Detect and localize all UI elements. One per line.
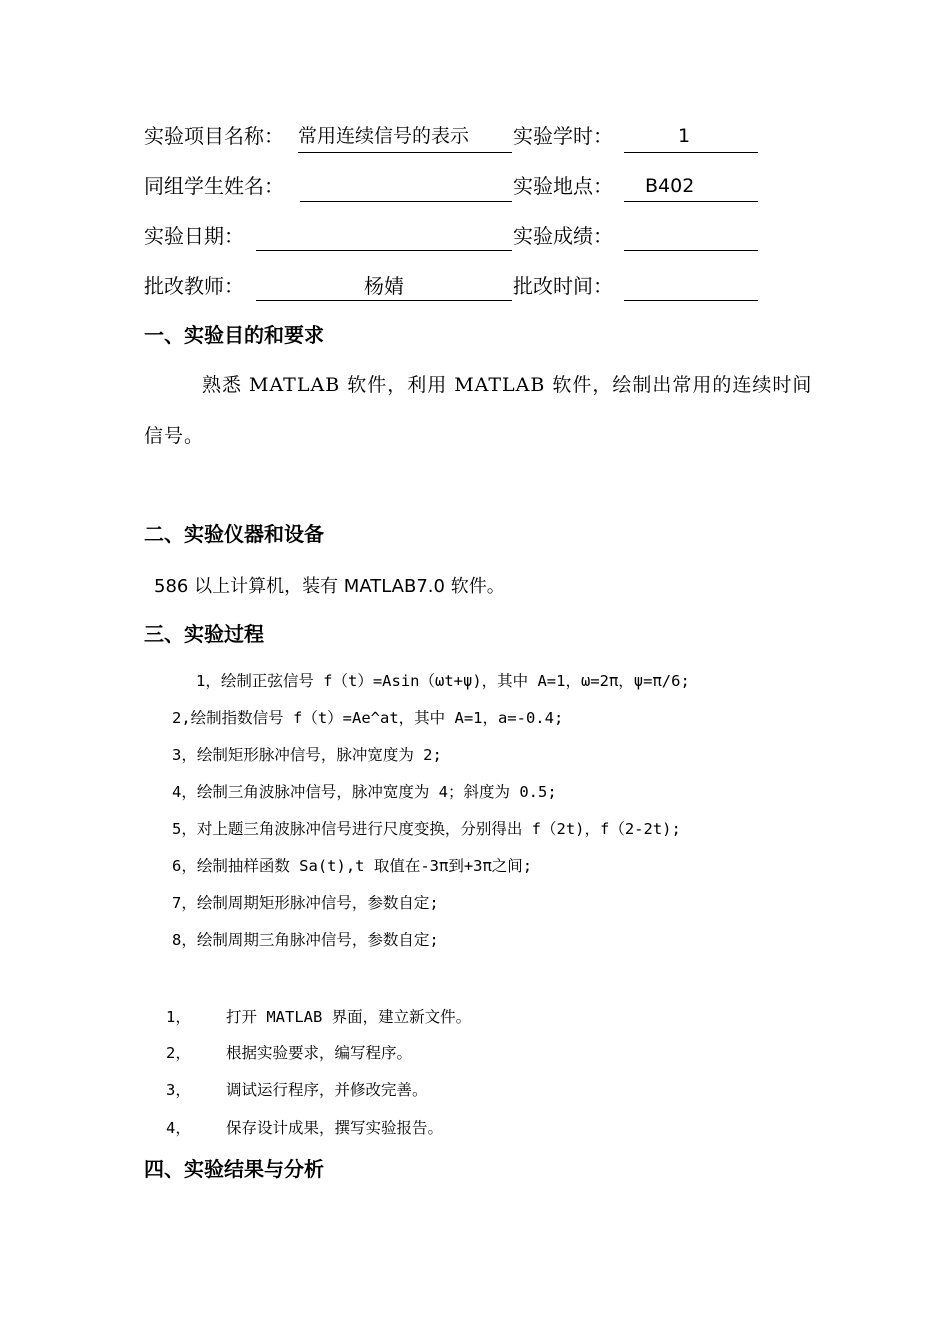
hours-label: 实验学时： bbox=[513, 124, 613, 148]
task-item: 3，绘制矩形脉冲信号，脉冲宽度为 2; bbox=[172, 746, 442, 764]
score-underline bbox=[624, 250, 758, 251]
date-underline bbox=[256, 250, 512, 251]
group-students-label: 同组学生姓名： bbox=[144, 174, 284, 198]
task-item: 6，绘制抽样函数 Sa(t),t 取值在-3π到+3π之间; bbox=[172, 857, 533, 875]
score-label: 实验成绩： bbox=[513, 224, 613, 248]
location-label: 实验地点： bbox=[513, 174, 613, 198]
section1-paragraph-line2: 信号。 bbox=[144, 425, 205, 447]
project-name-value: 常用连续信号的表示 bbox=[298, 125, 470, 147]
project-name-underline bbox=[298, 152, 512, 153]
section3-title: 三、实验过程 bbox=[144, 622, 264, 646]
section1-title: 一、实验目的和要求 bbox=[144, 323, 324, 347]
task-item: 1，绘制正弦信号 f（t）=Asin（ωt+ψ)，其中 A=1，ω=2π，ψ=π/6; bbox=[196, 672, 690, 690]
step-number: 3， bbox=[166, 1081, 191, 1099]
step-number: 4， bbox=[166, 1119, 191, 1137]
location-value: B402 bbox=[645, 175, 695, 197]
step-text: 打开 MATLAB 界面，建立新文件。 bbox=[226, 1008, 472, 1026]
step-text: 调试运行程序，并修改完善。 bbox=[226, 1081, 428, 1099]
task-item: 7，绘制周期矩形脉冲信号，参数自定; bbox=[172, 894, 439, 912]
step-text: 根据实验要求，编写程序。 bbox=[226, 1044, 413, 1062]
task-item: 8，绘制周期三角脉冲信号，参数自定; bbox=[172, 931, 439, 949]
location-underline bbox=[624, 201, 758, 202]
teacher-label: 批改教师： bbox=[144, 274, 244, 298]
task-item: 2,绘制指数信号 f（t）=Ae^at，其中 A=1，a=-0.4; bbox=[172, 709, 564, 727]
section1-paragraph-line1: 熟悉 MATLAB 软件，利用 MATLAB 软件，绘制出常用的连续时间 bbox=[202, 374, 813, 396]
step-number: 1， bbox=[166, 1008, 191, 1026]
task-item: 4，绘制三角波脉冲信号，脉冲宽度为 4；斜度为 0.5; bbox=[172, 783, 557, 801]
hours-value: 1 bbox=[677, 125, 691, 147]
teacher-value: 杨婧 bbox=[364, 274, 404, 298]
group-students-underline bbox=[300, 201, 512, 202]
section2-text: 586 以上计算机，装有 MATLAB7.0 软件。 bbox=[154, 576, 505, 597]
task-item: 5，对上题三角波脉冲信号进行尺度变换，分别得出 f（2t)，f（2-2t); bbox=[172, 820, 681, 838]
section4-title: 四、实验结果与分析 bbox=[144, 1157, 324, 1181]
step-number: 2， bbox=[166, 1044, 191, 1062]
step-text: 保存设计成果，撰写实验报告。 bbox=[226, 1119, 444, 1137]
teacher-underline bbox=[256, 300, 512, 301]
hours-underline bbox=[624, 152, 758, 153]
review-time-label: 批改时间： bbox=[513, 274, 613, 298]
project-name-label: 实验项目名称： bbox=[144, 124, 284, 148]
section2-title: 二、实验仪器和设备 bbox=[144, 522, 324, 546]
date-label: 实验日期： bbox=[144, 224, 244, 248]
review-time-underline bbox=[624, 300, 758, 301]
